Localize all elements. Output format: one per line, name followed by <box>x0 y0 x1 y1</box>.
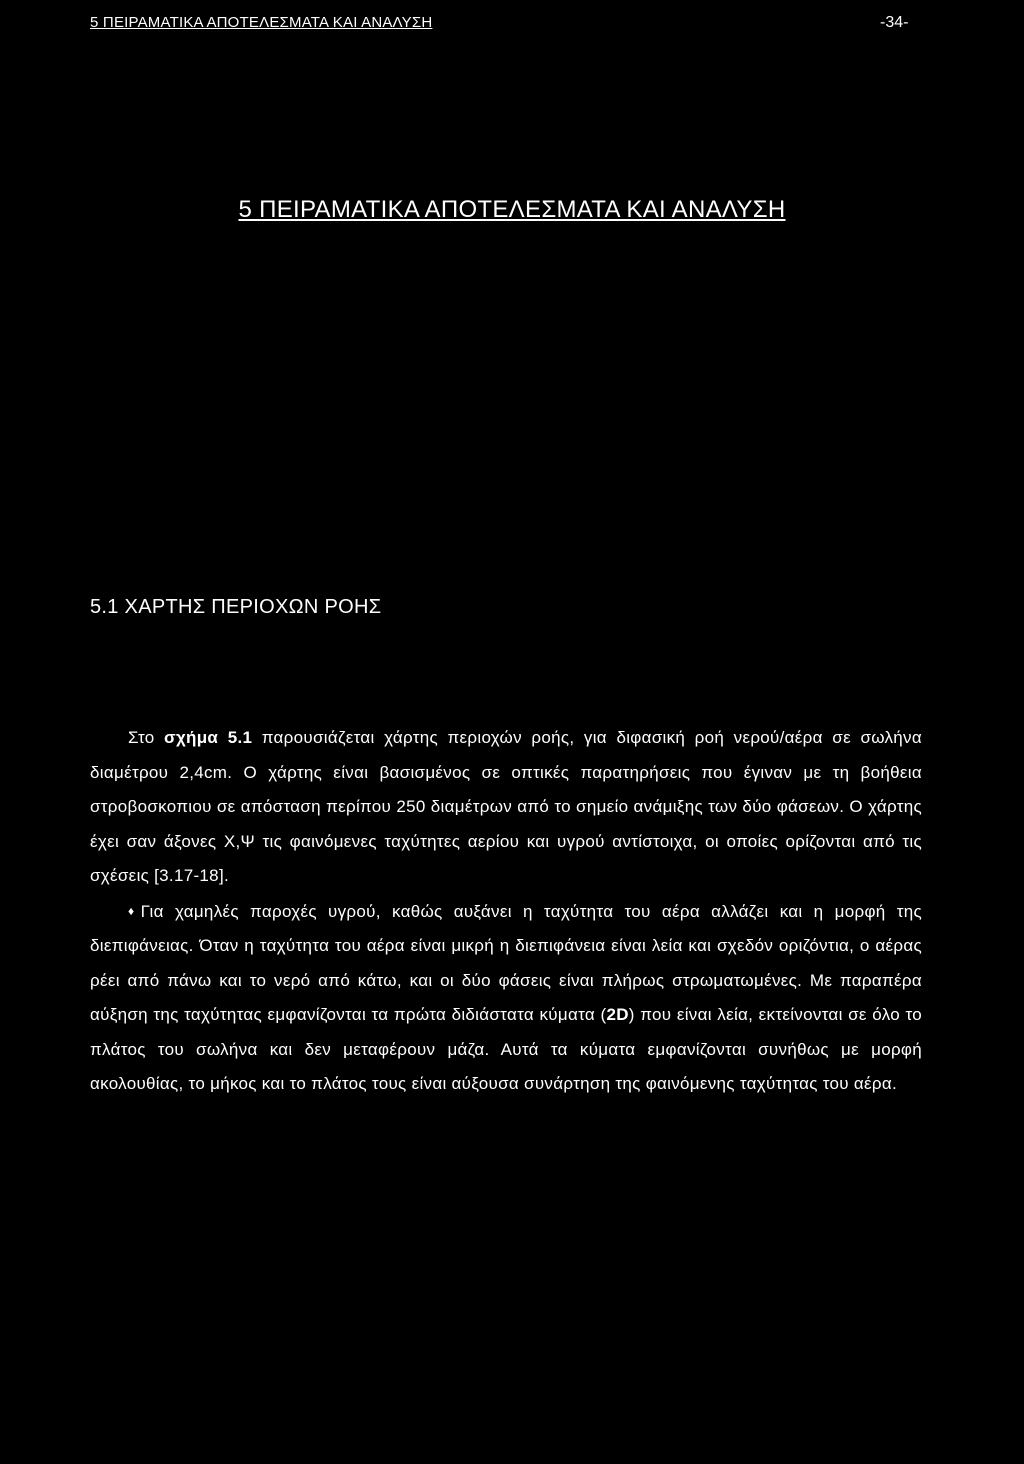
diamond-bullet-icon: ♦ <box>128 903 141 918</box>
paragraph-2-start: Για χαμηλές παροχές υγρού, καθώς αυξάνει η ταχύτητα του αέρα αλλάζει και η μορφή της διεπιφάνειας. Όταν η ταχύτητα του αέρα είναι μικρή η διεπιφάνεια είναι λεία και σχεδόν οριζόντια, ο αέρας ρέει από πάνω και το νερό από κάτω, και οι δύο φάσεις είναι πλήρως στρωματωμένες. Με παραπέρα αύξηση της ταχύτητας εμφανίζονται τα πρώτα διδιάστατα κύματα ( <box>90 901 922 1024</box>
running-header: 5 ΠΕΙΡΑΜΑΤΙΚΑ ΑΠΟΤΕΛΕΣΜΑΤΑ ΚΑΙ ΑΝΑΛΥΣΗ <box>90 14 433 31</box>
section-heading: 5.1 ΧΑΡΤΗΣ ΠΕΡΙΟΧΩΝ ΡΟΗΣ <box>90 596 382 618</box>
paragraph-2 <box>90 894 922 1102</box>
paragraph-1-rest: παρουσιάζεται χάρτης περιοχών ροής, για διφασική ροή νερού/αέρα σε σωλήνα διαμέτρου 2,4cm. Ο χάρτης είναι βασισμένος σε οπτικές παρατηρήσεις που έγιναν με τη βοήθεια στροβοσκοπιου σε απόσταση περίπου 250 διαμέτρων από το σημείο ανάμιξης των δύο φάσεων. Ο χάρτης έχει σαν άξονες Χ,Ψ τις φαινόμενες ταχύτητες αερίου και υγρού αντίστοιχα, οι οποίες ορίζονται από τις σχέσεις [3.17-18]. <box>90 728 922 885</box>
paragraph-1-start: Στο <box>128 728 165 747</box>
figure-reference: σχήμα 5.1 <box>164 728 253 747</box>
paragraph-2-rest: ) που είναι λεία, εκτείνονται σε όλο το πλάτος του σωλήνα και δεν μεταφέρουν μάζα. Αυτά τα κύματα εμφανίζονται συνήθως με μορφή ακολουθίας, το μήκος και το πλάτος τους είναι αύξουσα συνάρτηση της φαινόμενης ταχύτητας του αέρα. <box>90 1005 923 1093</box>
body-text <box>90 721 922 1102</box>
chapter-title: 5 ΠΕΙΡΑΜΑΤΙΚΑ ΑΠΟΤΕΛΕΣΜΑΤΑ ΚΑΙ ΑΝΑΛΥΣΗ <box>238 196 786 223</box>
paragraph-1 <box>90 721 922 894</box>
term-2d: 2D <box>606 1005 629 1024</box>
page-number: -34- <box>880 14 909 31</box>
